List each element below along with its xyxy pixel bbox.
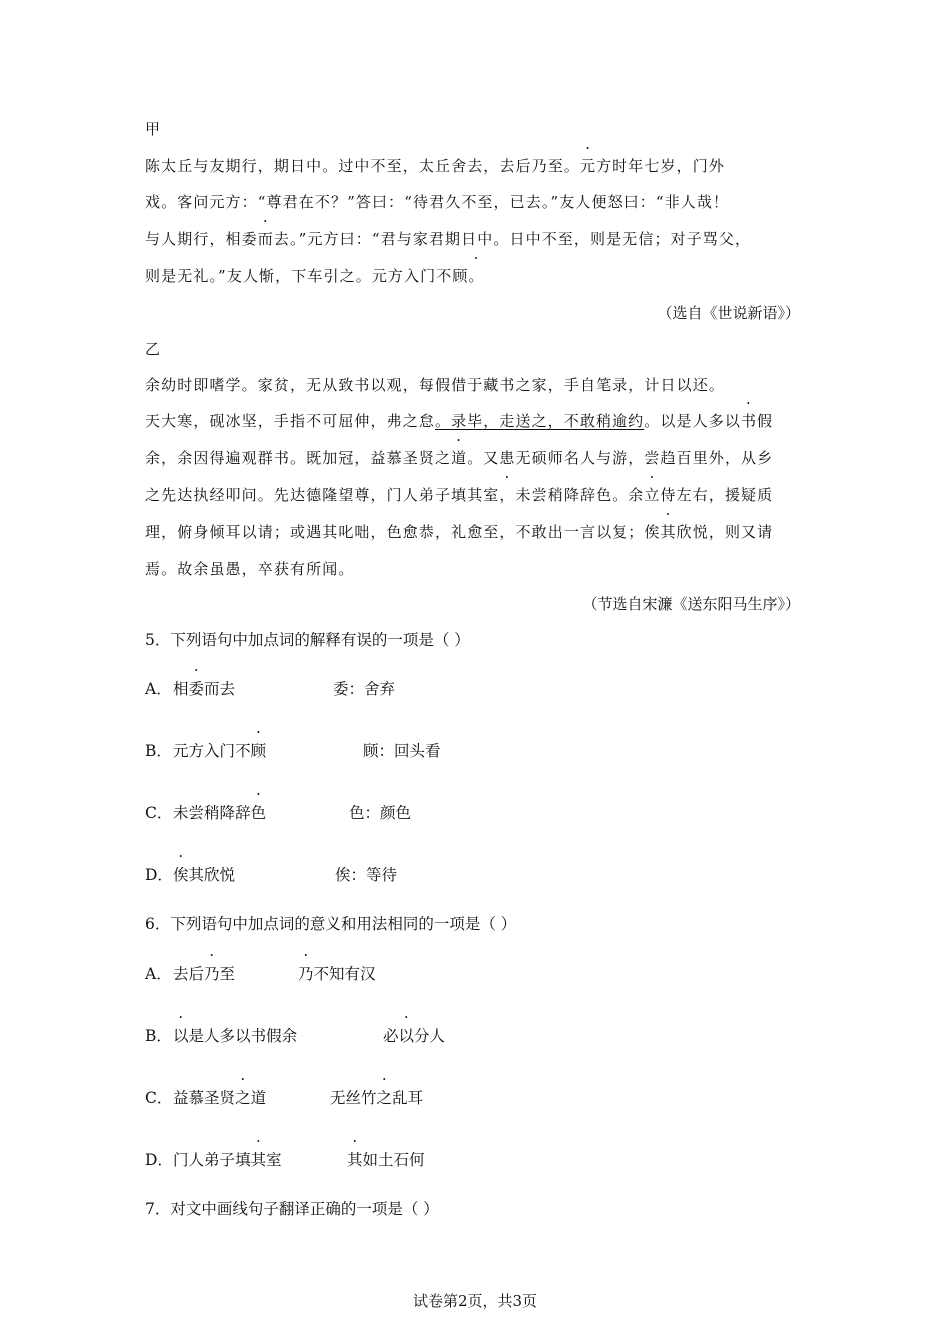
emphasized-char: 道 xyxy=(451,449,468,467)
passage-a-source: （选自《世说新语》） xyxy=(657,304,800,322)
q5-option-d[interactable] xyxy=(145,863,398,885)
question-5-stem: 5．下列语句中加点词的解释有误的一项是（ ） xyxy=(145,631,470,649)
q6-option-a[interactable] xyxy=(145,962,376,984)
emphasized-char: 以 xyxy=(173,1027,189,1045)
passage-b-line: 天大寒，砚冰坚，手指不可屈伸，弗之怠。录毕，走送之，不敢稍逾约。以是人多以书假 xyxy=(145,412,774,430)
passage-b-line: 之先达执经叩问。先达德隆望尊，门人弟子填其室· ，未尝稍降辞色。余立侍左右，援疑质 xyxy=(145,484,773,505)
option-gloss: 色：颜色 xyxy=(349,804,412,822)
option-compare: 其如土石何 xyxy=(347,1148,425,1170)
passage-b-label: 乙 xyxy=(145,340,161,358)
emphasized-char: 乃 xyxy=(204,965,220,983)
option-compare: 乃不知有汉 xyxy=(298,962,376,984)
passage-b-source: （节选自宋濂《送东阳马生序》） xyxy=(582,595,800,613)
option-key: A． xyxy=(145,965,172,983)
question-6-stem: 6．下列语句中加点词的意义和用法相同的一项是（ ） xyxy=(145,915,517,933)
q5-option-c[interactable] xyxy=(145,801,412,823)
emphasized-char: 俟 xyxy=(173,866,189,884)
emphasized-char: 其 xyxy=(347,1151,363,1169)
passage-b-line: 余，余因得遍观群书。既加冠，益慕圣贤之道。又患无硕师名人与游，尝趋百里外，从乡 xyxy=(145,449,774,467)
option-key: C． xyxy=(145,1089,173,1107)
underlined-sentence: 。录毕，走送之，不敢稍逾约 xyxy=(434,412,645,430)
passage-b-line: 理，俯身倾耳以请；或遇其叱咄，色愈恭，礼愈至，不敢出一言以复；俟其欣悦，则又请 xyxy=(145,523,774,541)
option-sentence: 未尝稍降辞色 xyxy=(173,801,266,823)
emphasized-char: 顾 xyxy=(250,742,267,760)
option-sentence: 去后乃至 xyxy=(173,962,235,984)
q5-option-b[interactable] xyxy=(145,739,441,761)
emphasized-char: 其 xyxy=(250,1151,267,1169)
emphasized-char: 以 xyxy=(398,1027,415,1045)
option-key: D． xyxy=(145,1151,173,1169)
q5-option-a[interactable] xyxy=(145,677,396,699)
emphasized-char: 而 xyxy=(257,230,274,248)
emphasized-char: 色 xyxy=(250,804,267,822)
option-key: D． xyxy=(145,866,173,884)
option-sentence: 门人弟子填其室 xyxy=(173,1148,282,1170)
emphasized-char: 乃 xyxy=(298,965,314,983)
option-compare: 无丝竹之乱耳 xyxy=(330,1086,423,1108)
option-key: B． xyxy=(145,1027,172,1045)
emphasized-char: 书 xyxy=(740,412,758,430)
emphasized-char: 其 xyxy=(660,523,677,541)
passage-a-line: 戏。客问元方：“尊君在不？”答曰：“待君久不至，已去。”友人便怒曰：“非人哉！ xyxy=(145,193,730,211)
option-sentence: 元方入门不顾 xyxy=(173,739,266,761)
passage-a-line: 则是无礼。”友人惭，下车引之。元方入门不顾· 。 xyxy=(145,265,485,286)
q6-option-c[interactable] xyxy=(145,1086,424,1108)
emphasized-char: · ， xyxy=(499,484,515,505)
option-sentence: 相委而去 xyxy=(173,677,235,699)
passage-a-line: 陈太丘与友期行，期日中。过中不至，太丘舍去，去后乃至。元方时年七岁，门外 xyxy=(145,157,725,175)
emphasized-char: · 。 xyxy=(468,265,484,286)
q6-option-d[interactable] xyxy=(145,1148,425,1170)
option-sentence: 俟其欣悦 xyxy=(173,863,235,885)
option-key: B． xyxy=(145,742,172,760)
option-compare: 必以分人 xyxy=(383,1024,445,1046)
emphasized-char: 立 xyxy=(644,486,661,504)
emphasized-char: 委 xyxy=(188,680,205,698)
option-sentence: 以是人多以书假余 xyxy=(173,1024,297,1046)
option-key: A． xyxy=(145,680,172,698)
q6-option-b[interactable] xyxy=(145,1024,446,1046)
question-7-stem: 7．对文中画线句子翻译正确的一项是（ ） xyxy=(145,1200,439,1218)
option-gloss: 顾：回头看 xyxy=(363,742,441,760)
option-sentence: 益慕圣贤之道 xyxy=(173,1086,266,1108)
passage-b-line: 焉。故余虽愚，卒获有所闻。 xyxy=(145,560,355,578)
emphasized-char: 元 xyxy=(579,157,597,175)
emphasized-char: 之 xyxy=(376,1089,393,1107)
option-key: C． xyxy=(145,804,173,822)
option-gloss: 委：舍弃 xyxy=(333,680,396,698)
option-gloss: 俟：等待 xyxy=(335,866,398,884)
emphasized-char: 之 xyxy=(235,1089,251,1107)
passage-a-line: 与人期行，相委而去。”元方曰：“君与家君期日中。日中不至，则是无信；对子骂父， xyxy=(145,230,752,248)
passage-b-line: 余幼时即嗜学。家贫，无从致书以观，每假借于藏书之家，手自笔录，计日以还。 xyxy=(145,376,725,394)
passage-a-label: 甲 xyxy=(145,120,161,138)
page-footer: 试卷第2页，共3页 xyxy=(412,1292,538,1310)
